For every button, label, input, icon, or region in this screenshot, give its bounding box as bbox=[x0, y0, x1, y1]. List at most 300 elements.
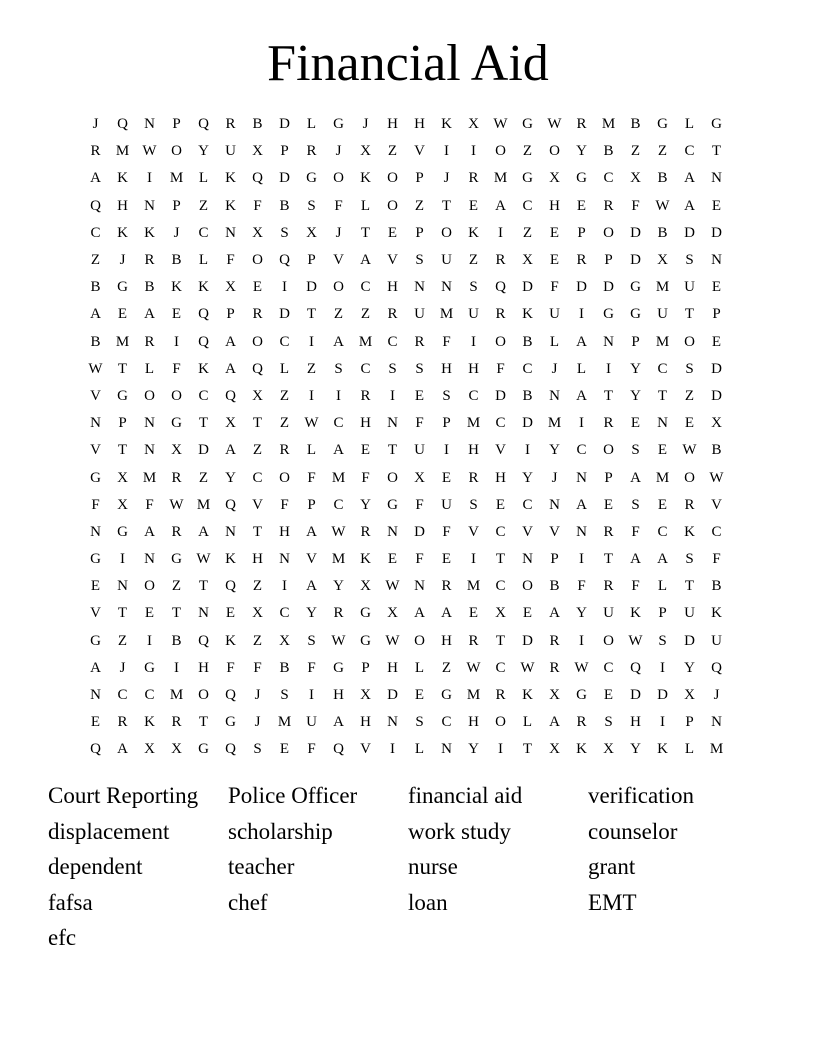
word-list-item: Court Reporting bbox=[48, 783, 199, 808]
grid-letter: G bbox=[306, 170, 317, 187]
grid-letter: E bbox=[468, 197, 479, 214]
grid-letter: G bbox=[360, 605, 371, 622]
word-list-item: counselor bbox=[588, 818, 678, 844]
grid-letter: N bbox=[414, 578, 425, 595]
grid-letter: X bbox=[360, 143, 371, 160]
grid-letter: A bbox=[306, 523, 317, 540]
grid-letter: I bbox=[579, 632, 584, 649]
grid-letter: M bbox=[466, 578, 481, 595]
grid-letter: M bbox=[655, 279, 670, 296]
grid-letter: E bbox=[603, 687, 614, 704]
grid-letter: P bbox=[415, 224, 424, 241]
grid-letter: R bbox=[549, 659, 560, 676]
grid-letter: Z bbox=[90, 252, 101, 269]
grid-letter: T bbox=[198, 714, 209, 731]
grid-letter: I bbox=[498, 741, 503, 758]
grid-letter: V bbox=[90, 387, 101, 404]
grid-letter: E bbox=[225, 605, 236, 622]
grid-letter: N bbox=[657, 415, 668, 432]
grid-letter: U bbox=[657, 306, 668, 323]
grid-letter: J bbox=[713, 687, 720, 704]
grid-letter: V bbox=[495, 442, 506, 459]
grid-letter: I bbox=[120, 551, 125, 568]
grid-letter: I bbox=[579, 306, 584, 323]
grid-letter: Z bbox=[441, 659, 452, 676]
grid-letter: F bbox=[280, 496, 289, 513]
grid-letter: S bbox=[388, 360, 397, 377]
grid-letter: T bbox=[117, 442, 128, 459]
grid-letter: A bbox=[630, 469, 641, 486]
grid-letter: R bbox=[603, 578, 614, 595]
grid-letter: O bbox=[171, 143, 182, 160]
grid-letter: E bbox=[711, 333, 722, 350]
grid-letter: A bbox=[576, 333, 587, 350]
grid-letter: X bbox=[468, 116, 479, 133]
grid-letter: Q bbox=[225, 687, 236, 704]
word-list-item: teacher bbox=[228, 854, 295, 879]
grid-letter: B bbox=[711, 578, 722, 595]
grid-letter: X bbox=[549, 741, 560, 758]
grid-letter: R bbox=[252, 306, 263, 323]
grid-letter: R bbox=[387, 306, 398, 323]
grid-letter: I bbox=[579, 551, 584, 568]
grid-letter: O bbox=[279, 469, 290, 486]
grid-letter: M bbox=[466, 687, 481, 704]
grid-letter: G bbox=[630, 306, 641, 323]
grid-letter: X bbox=[495, 605, 506, 622]
grid-letter: L bbox=[306, 442, 317, 459]
grid-letter: C bbox=[360, 279, 371, 296]
grid-letter: T bbox=[711, 143, 722, 160]
grid-letter: W bbox=[655, 197, 670, 214]
grid-letter: P bbox=[280, 143, 289, 160]
grid-letter: Z bbox=[414, 197, 425, 214]
grid-row bbox=[82, 220, 730, 247]
grid-letter: H bbox=[468, 714, 479, 731]
grid-letter: C bbox=[360, 360, 371, 377]
grid-letter: B bbox=[711, 442, 722, 459]
grid-letter: N bbox=[90, 687, 101, 704]
grid-letter: N bbox=[387, 415, 398, 432]
grid-letter: R bbox=[279, 442, 290, 459]
grid-letter: C bbox=[495, 523, 506, 540]
grid-letter: E bbox=[441, 469, 452, 486]
word-list-item: EMT bbox=[588, 889, 637, 915]
grid-letter: Y bbox=[225, 469, 236, 486]
grid-letter: L bbox=[198, 170, 209, 187]
grid-letter: A bbox=[414, 605, 425, 622]
grid-letter: Z bbox=[306, 360, 317, 377]
grid-letter: Q bbox=[90, 197, 101, 214]
grid-letter: K bbox=[225, 551, 236, 568]
grid-letter: D bbox=[279, 170, 290, 187]
grid-letter: Z bbox=[252, 578, 263, 595]
grid-row bbox=[82, 247, 730, 274]
grid-letter: W bbox=[88, 360, 103, 377]
grid-letter: Y bbox=[198, 143, 209, 160]
grid-letter: E bbox=[657, 442, 668, 459]
grid-letter: J bbox=[335, 143, 342, 160]
grid-letter: O bbox=[387, 469, 398, 486]
word-list-item: dependent bbox=[48, 854, 143, 879]
grid-row bbox=[82, 519, 730, 546]
grid-letter: C bbox=[495, 659, 506, 676]
grid-letter: Z bbox=[630, 143, 641, 160]
grid-letter: A bbox=[333, 333, 344, 350]
grid-letter: V bbox=[360, 741, 371, 758]
grid-letter: C bbox=[198, 224, 209, 241]
grid-letter: M bbox=[196, 496, 211, 513]
grid-letter: F bbox=[307, 741, 316, 758]
grid-letter: C bbox=[333, 415, 344, 432]
grid-letter: H bbox=[468, 360, 479, 377]
grid-letter: P bbox=[361, 659, 370, 676]
grid-row bbox=[82, 329, 730, 356]
grid-letter: N bbox=[522, 551, 533, 568]
grid-letter: D bbox=[684, 632, 695, 649]
grid-letter: V bbox=[333, 252, 344, 269]
grid-letter: G bbox=[522, 170, 533, 187]
grid-letter: L bbox=[360, 197, 371, 214]
grid-letter: C bbox=[684, 143, 695, 160]
grid-letter: F bbox=[307, 469, 316, 486]
grid-letter: E bbox=[387, 551, 398, 568]
grid-letter: R bbox=[549, 632, 560, 649]
grid-letter: L bbox=[279, 360, 290, 377]
grid-letter: A bbox=[576, 387, 587, 404]
grid-letter: C bbox=[495, 415, 506, 432]
grid-letter: S bbox=[604, 714, 613, 731]
grid-letter: Q bbox=[495, 279, 506, 296]
grid-letter: N bbox=[225, 224, 236, 241]
grid-letter: O bbox=[252, 252, 263, 269]
grid-letter: C bbox=[495, 578, 506, 595]
grid-letter: L bbox=[306, 116, 317, 133]
grid-letter: D bbox=[387, 687, 398, 704]
grid-letter: V bbox=[549, 523, 560, 540]
grid-letter: N bbox=[279, 551, 290, 568]
grid-letter: X bbox=[549, 687, 560, 704]
grid-letter: C bbox=[522, 360, 533, 377]
grid-letter: Q bbox=[198, 116, 209, 133]
grid-row bbox=[82, 736, 730, 763]
grid-letter: E bbox=[117, 306, 128, 323]
grid-letter: N bbox=[144, 415, 155, 432]
grid-letter: X bbox=[117, 496, 128, 513]
grid-letter: F bbox=[334, 197, 343, 214]
word-list-item: efc bbox=[48, 925, 77, 950]
grid-letter: X bbox=[171, 442, 182, 459]
grid-letter: F bbox=[631, 578, 640, 595]
grid-letter: R bbox=[468, 469, 479, 486]
grid-letter: I bbox=[147, 632, 152, 649]
grid-letter: D bbox=[522, 632, 533, 649]
grid-letter: P bbox=[577, 224, 586, 241]
grid-letter: C bbox=[468, 387, 479, 404]
grid-letter: Y bbox=[333, 578, 344, 595]
grid-letter: E bbox=[549, 224, 560, 241]
grid-letter: Z bbox=[333, 306, 344, 323]
grid-letter: O bbox=[549, 143, 560, 160]
grid-letter: O bbox=[684, 333, 695, 350]
grid-letter: K bbox=[576, 741, 587, 758]
grid-letter: S bbox=[469, 279, 478, 296]
grid-letter: T bbox=[117, 360, 128, 377]
grid-letter: C bbox=[657, 523, 668, 540]
grid-letter: O bbox=[495, 143, 506, 160]
grid-letter: E bbox=[90, 714, 101, 731]
grid-letter: X bbox=[711, 415, 722, 432]
grid-letter: U bbox=[414, 442, 425, 459]
grid-letter: H bbox=[279, 523, 290, 540]
grid-letter: B bbox=[522, 333, 533, 350]
grid-letter: W bbox=[493, 116, 508, 133]
grid-letter: G bbox=[117, 387, 128, 404]
grid-letter: R bbox=[576, 714, 587, 731]
grid-letter: S bbox=[334, 360, 343, 377]
grid-letter: Q bbox=[198, 306, 209, 323]
grid-letter: M bbox=[655, 469, 670, 486]
grid-letter: F bbox=[415, 496, 424, 513]
grid-letter: X bbox=[117, 469, 128, 486]
grid-letter: M bbox=[439, 306, 454, 323]
grid-letter: K bbox=[225, 197, 236, 214]
grid-letter: F bbox=[253, 197, 262, 214]
grid-letter: E bbox=[711, 279, 722, 296]
grid-letter: T bbox=[684, 578, 695, 595]
grid-letter: K bbox=[117, 170, 128, 187]
grid-letter: B bbox=[171, 632, 182, 649]
grid-letter: T bbox=[198, 415, 209, 432]
grid-letter: X bbox=[279, 632, 290, 649]
grid-letter: J bbox=[362, 116, 369, 133]
grid-letter: B bbox=[657, 224, 668, 241]
grid-letter: Y bbox=[576, 143, 587, 160]
grid-letter: O bbox=[414, 632, 425, 649]
grid-letter: K bbox=[684, 523, 695, 540]
grid-letter: B bbox=[144, 279, 155, 296]
grid-letter: Q bbox=[225, 578, 236, 595]
grid-letter: W bbox=[142, 143, 157, 160]
grid-letter: E bbox=[171, 306, 182, 323]
grid-letter: O bbox=[441, 224, 452, 241]
grid-letter: W bbox=[682, 442, 697, 459]
grid-letter: A bbox=[225, 442, 236, 459]
grid-letter: R bbox=[468, 170, 479, 187]
grid-letter: R bbox=[576, 116, 587, 133]
grid-letter: A bbox=[144, 523, 155, 540]
grid-letter: K bbox=[144, 714, 155, 731]
grid-letter: H bbox=[441, 632, 452, 649]
grid-letter: C bbox=[576, 442, 587, 459]
grid-letter: N bbox=[711, 714, 722, 731]
grid-letter: R bbox=[441, 578, 452, 595]
grid-letter: A bbox=[225, 333, 236, 350]
grid-letter: T bbox=[198, 578, 209, 595]
grid-row bbox=[82, 193, 730, 220]
grid-letter: E bbox=[414, 687, 425, 704]
grid-letter: W bbox=[196, 551, 211, 568]
grid-letter: D bbox=[495, 387, 506, 404]
grid-letter: C bbox=[252, 469, 263, 486]
grid-letter: F bbox=[307, 659, 316, 676]
grid-letter: R bbox=[90, 143, 101, 160]
grid-letter: S bbox=[307, 632, 316, 649]
grid-letter: U bbox=[684, 279, 695, 296]
grid-letter: D bbox=[414, 523, 425, 540]
page-title: Financial Aid bbox=[267, 35, 549, 92]
grid-letter: K bbox=[171, 279, 182, 296]
grid-letter: M bbox=[655, 333, 670, 350]
grid-letter: I bbox=[309, 333, 314, 350]
grid-letter: H bbox=[495, 469, 506, 486]
grid-letter: X bbox=[252, 605, 263, 622]
grid-letter: X bbox=[360, 578, 371, 595]
grid-letter: H bbox=[468, 442, 479, 459]
grid-letter: Z bbox=[387, 143, 398, 160]
grid-letter: S bbox=[631, 442, 640, 459]
grid-letter: R bbox=[306, 143, 317, 160]
grid-letter: Z bbox=[522, 143, 533, 160]
grid-letter: U bbox=[441, 496, 452, 513]
grid-letter: K bbox=[522, 306, 533, 323]
grid-letter: A bbox=[90, 659, 101, 676]
grid-letter: I bbox=[444, 143, 449, 160]
grid-letter: S bbox=[307, 197, 316, 214]
grid-letter: R bbox=[603, 197, 614, 214]
grid-letter: J bbox=[551, 360, 558, 377]
grid-letter: K bbox=[360, 170, 371, 187]
grid-letter: F bbox=[226, 659, 235, 676]
grid-letter: E bbox=[711, 197, 722, 214]
grid-letter: S bbox=[415, 360, 424, 377]
grid-letter: Z bbox=[198, 197, 209, 214]
grid-letter: E bbox=[630, 415, 641, 432]
grid-row bbox=[82, 301, 730, 328]
grid-letter: J bbox=[443, 170, 450, 187]
grid-letter: F bbox=[712, 551, 721, 568]
grid-letter: F bbox=[253, 659, 262, 676]
grid-letter: V bbox=[468, 523, 479, 540]
grid-letter: A bbox=[684, 197, 695, 214]
grid-letter: O bbox=[198, 687, 209, 704]
grid-letter: N bbox=[441, 741, 452, 758]
grid-letter: X bbox=[603, 741, 614, 758]
grid-letter: V bbox=[387, 252, 398, 269]
grid-letter: V bbox=[522, 523, 533, 540]
grid-letter: C bbox=[279, 605, 290, 622]
grid-letter: L bbox=[576, 360, 587, 377]
grid-letter: I bbox=[309, 687, 314, 704]
grid-letter: Q bbox=[225, 741, 236, 758]
grid-letter: I bbox=[309, 387, 314, 404]
grid-letter: X bbox=[522, 252, 533, 269]
grid-letter: R bbox=[144, 252, 155, 269]
grid-letter: K bbox=[360, 551, 371, 568]
grid-row bbox=[82, 437, 730, 464]
grid-letter: G bbox=[117, 523, 128, 540]
grid-letter: A bbox=[360, 252, 371, 269]
grid-letter: C bbox=[657, 360, 668, 377]
grid-letter: W bbox=[628, 632, 643, 649]
grid-letter: A bbox=[576, 496, 587, 513]
grid-letter: F bbox=[577, 578, 586, 595]
grid-letter: C bbox=[198, 387, 209, 404]
grid-letter: E bbox=[90, 578, 101, 595]
grid-letter: K bbox=[468, 224, 479, 241]
grid-letter: G bbox=[171, 415, 182, 432]
grid-letter: T bbox=[657, 387, 668, 404]
grid-letter: K bbox=[198, 360, 209, 377]
grid-row bbox=[82, 492, 730, 519]
grid-letter: G bbox=[441, 687, 452, 704]
grid-letter: H bbox=[549, 197, 560, 214]
grid-letter: F bbox=[172, 360, 181, 377]
grid-letter: S bbox=[469, 496, 478, 513]
grid-letter: E bbox=[495, 496, 506, 513]
grid-letter: O bbox=[684, 469, 695, 486]
grid-letter: P bbox=[226, 306, 235, 323]
grid-letter: L bbox=[684, 116, 695, 133]
grid-letter: Q bbox=[279, 252, 290, 269]
grid-letter: G bbox=[90, 469, 101, 486]
grid-letter: J bbox=[254, 714, 261, 731]
grid-letter: R bbox=[171, 714, 182, 731]
grid-letter: P bbox=[631, 333, 640, 350]
grid-letter: Z bbox=[522, 224, 533, 241]
word-list bbox=[48, 780, 768, 958]
grid-letter: B bbox=[603, 143, 614, 160]
grid-letter: B bbox=[90, 333, 101, 350]
grid-letter: J bbox=[92, 116, 99, 133]
grid-letter: X bbox=[684, 687, 695, 704]
grid-letter: T bbox=[495, 551, 506, 568]
grid-letter: R bbox=[360, 387, 371, 404]
grid-letter: Y bbox=[630, 360, 641, 377]
grid-letter: Z bbox=[252, 632, 263, 649]
grid-letter: R bbox=[414, 333, 425, 350]
grid-letter: B bbox=[279, 659, 290, 676]
grid-letter: O bbox=[144, 387, 155, 404]
grid-letter: R bbox=[576, 252, 587, 269]
grid-letter: B bbox=[171, 252, 182, 269]
grid-letter: X bbox=[630, 170, 641, 187]
grid-letter: N bbox=[576, 523, 587, 540]
grid-letter: C bbox=[711, 523, 722, 540]
grid-letter: I bbox=[660, 659, 665, 676]
grid-letter: T bbox=[441, 197, 452, 214]
grid-letter: G bbox=[198, 741, 209, 758]
grid-letter: R bbox=[684, 496, 695, 513]
grid-letter: J bbox=[551, 469, 558, 486]
grid-row bbox=[82, 138, 730, 165]
grid-letter: N bbox=[711, 252, 722, 269]
grid-letter: W bbox=[520, 659, 535, 676]
grid-letter: A bbox=[198, 523, 209, 540]
grid-letter: V bbox=[252, 496, 263, 513]
grid-letter: C bbox=[333, 496, 344, 513]
grid-letter: Z bbox=[252, 442, 263, 459]
grid-letter: E bbox=[252, 279, 263, 296]
grid-letter: W bbox=[547, 116, 562, 133]
grid-letter: E bbox=[603, 496, 614, 513]
grid-letter: M bbox=[169, 170, 184, 187]
word-list-item: fafsa bbox=[48, 889, 93, 915]
grid-letter: G bbox=[90, 551, 101, 568]
grid-letter: V bbox=[306, 551, 317, 568]
grid-letter: P bbox=[604, 469, 613, 486]
grid-letter: M bbox=[115, 333, 130, 350]
